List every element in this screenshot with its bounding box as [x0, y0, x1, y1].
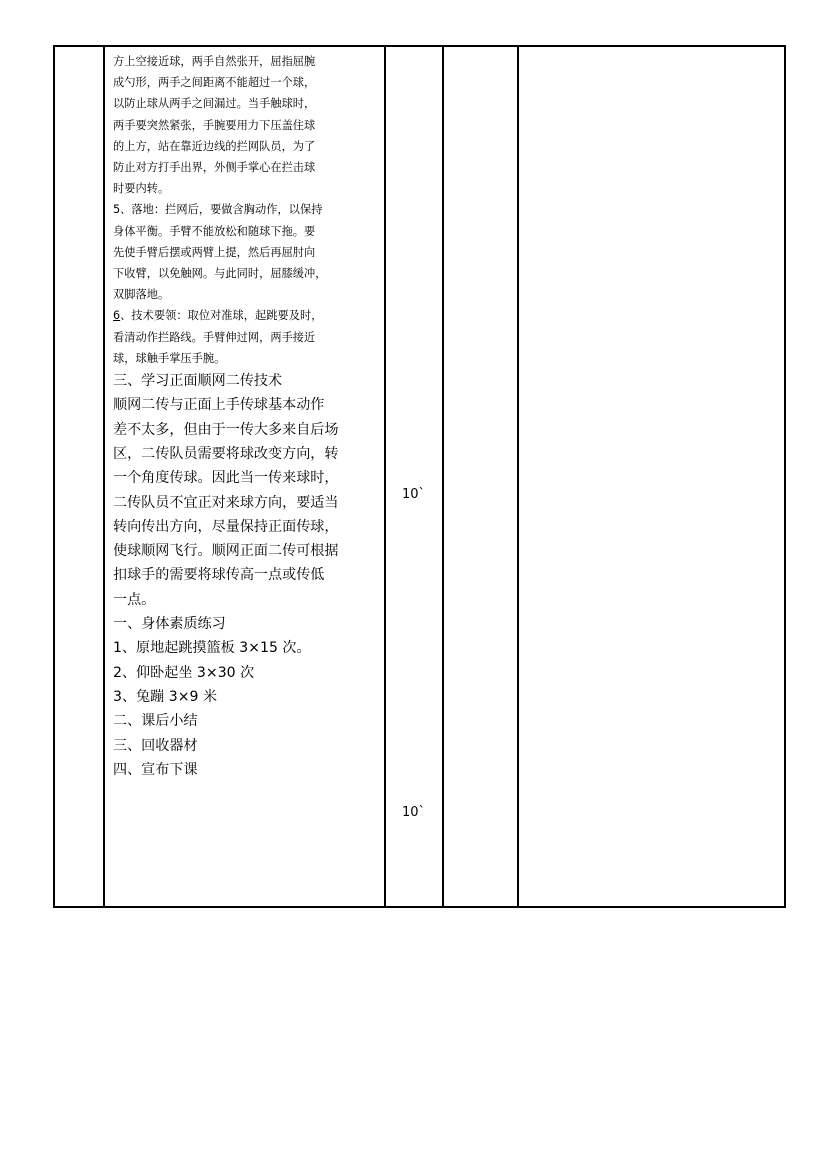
- content-line: 时要内转。: [113, 182, 170, 196]
- underlined-number: 6: [113, 309, 121, 323]
- content-line: 双脚落地。: [113, 288, 170, 302]
- content-line: 方上空接近球，两手自然张开，屈指屈腕: [113, 55, 316, 68]
- table-left-border: [53, 45, 55, 908]
- content-line: 6、技术要领：取位对准球，起跳要及时，: [113, 309, 323, 323]
- time-label: 10`: [402, 487, 426, 502]
- table-right-border: [784, 45, 786, 908]
- section-heading: 三、回收器材: [113, 737, 198, 754]
- lesson-content-cell: [113, 51, 385, 782]
- section-heading: 四、宣布下课: [113, 761, 198, 778]
- content-line: 1、原地起跳摸篮板 3×15 次。: [113, 640, 311, 657]
- content-line: 使球顺网飞行。顺网正面二传可根据: [113, 543, 339, 560]
- content-line: 成勺形，两手之间距离不能超过一个球，: [113, 76, 316, 90]
- content-line: 转向传出方向，尽量保持正面传球，: [113, 518, 339, 535]
- section-heading: 三、学习正面顺网二传技术: [113, 373, 283, 390]
- content-line: 二传队员不宜正对来球方向，要适当: [113, 494, 339, 511]
- content-line: 身体平衡。手臂不能放松和随球下拖。要: [113, 224, 316, 238]
- content-line: 先使手臂后摆或两臂上提，然后再屈肘向: [113, 245, 316, 259]
- content-line: 2、仰卧起坐 3×30 次: [113, 664, 255, 681]
- column-divider-4: [517, 45, 519, 908]
- content-line: 扣球手的需要将球传高一点或传低: [113, 567, 325, 584]
- lesson-plan-table: [53, 45, 786, 908]
- content-line: 一个角度传球。因此当一传来球时，: [113, 470, 339, 487]
- content-line: 3、兔蹦 3×9 米: [113, 688, 218, 705]
- content-line: 两手要突然紧张，手腕要用力下压盖住球: [113, 118, 316, 132]
- content-line: 一点。: [113, 591, 156, 608]
- content-line: 以防止球从两手之间漏过。当手触球时，: [113, 97, 316, 111]
- content-line: 5、落地：拦网后，要做含胸动作，以保持: [113, 203, 323, 217]
- content-line: 防止对方打手出界，外侧手掌心在拦击球: [113, 161, 316, 175]
- content-line: 看清动作拦路线。手臂伸过网，两手接近: [113, 330, 316, 344]
- section-heading: 二、课后小结: [113, 713, 198, 730]
- content-line: 顺网二传与正面上手传球基本动作: [113, 397, 325, 414]
- column-divider-3: [442, 45, 444, 908]
- content-line: 球，球触手掌压手腕。: [113, 351, 226, 365]
- content-line: 区，二传队员需要将球改变方向，转: [113, 445, 339, 462]
- table-top-border: [53, 45, 786, 47]
- content-line: 下收臂，以免触网。与此同时，屈膝缓冲，: [113, 267, 327, 281]
- column-divider-1: [103, 45, 105, 908]
- content-line: 的上方，站在靠近边线的拦网队员，为了: [113, 139, 316, 153]
- time-label: 10`: [402, 805, 426, 820]
- table-bottom-border: [53, 906, 786, 908]
- section-heading: 一、身体素质练习: [113, 616, 226, 633]
- content-line: 差不太多，但由于一传大多来自后场: [113, 421, 339, 438]
